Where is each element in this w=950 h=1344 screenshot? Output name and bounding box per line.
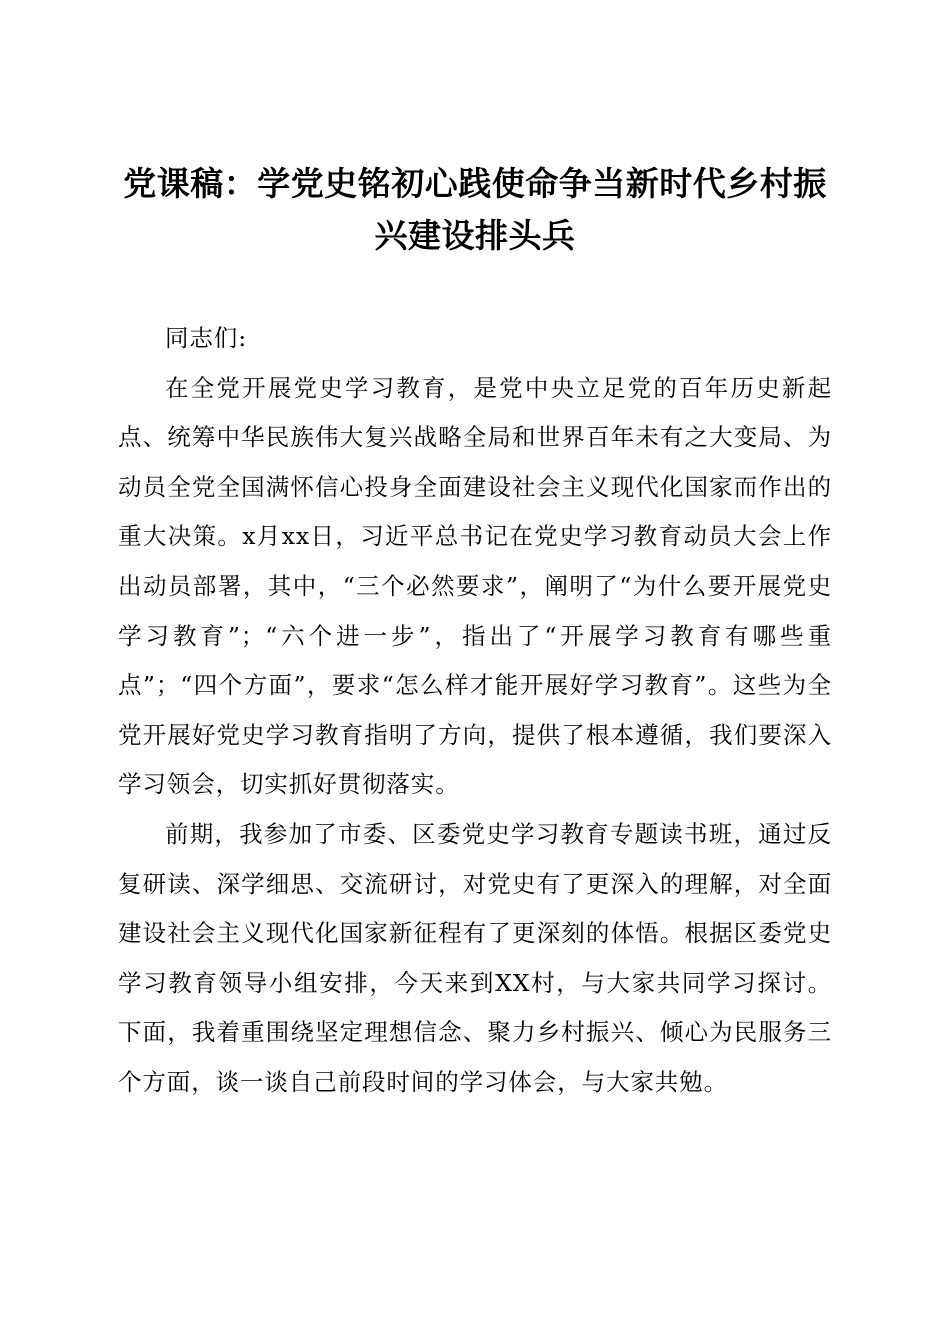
document-body	[118, 314, 832, 1108]
document-title: 党课稿：学党史铭初心践使命争当新时代乡村振兴建设排头兵	[123, 164, 827, 255]
paragraph-2: 前期，我参加了市委、区委党史学习教育专题读书班，通过反复研读、深学细思、交流研讨，对党史有了更深入的理解，对全面建设社会主义现代化国家新征程有了更深刻的体悟。根据区委党史学习教育领导小组安排，今天来到XX村，与大家共同学习探讨。下面，我着重围绕坚定理想信念、聚力乡村振兴、倾心为民服务三个方面，谈一谈自己前段时间的学习体会，与大家共勉。	[118, 819, 832, 1096]
paragraph-1: 在全党开展党史学习教育，是党中央立足党的百年历史新起点、统筹中华民族伟大复兴战略全局和世界百年未有之大变局、为动员全党全国满怀信心投身全面建设社会主义现代化国家而作出的重大决策。x月xx日，习近平总书记在党史学习教育动员大会上作出动员部署，其中，“三个必然要求”，阐明了“为什么要开展党史学习教育”；“六个进一步”，指出了“开展学习教育有哪些重点”；“四个方面”，要求“怎么样才能开展好学习教育”。这些为全党开展好党史学习教育指明了方向，提供了根本遵循，我们要深入学习领会，切实抓好贯彻落实。	[118, 373, 832, 799]
salutation: 同志们:	[165, 324, 248, 352]
